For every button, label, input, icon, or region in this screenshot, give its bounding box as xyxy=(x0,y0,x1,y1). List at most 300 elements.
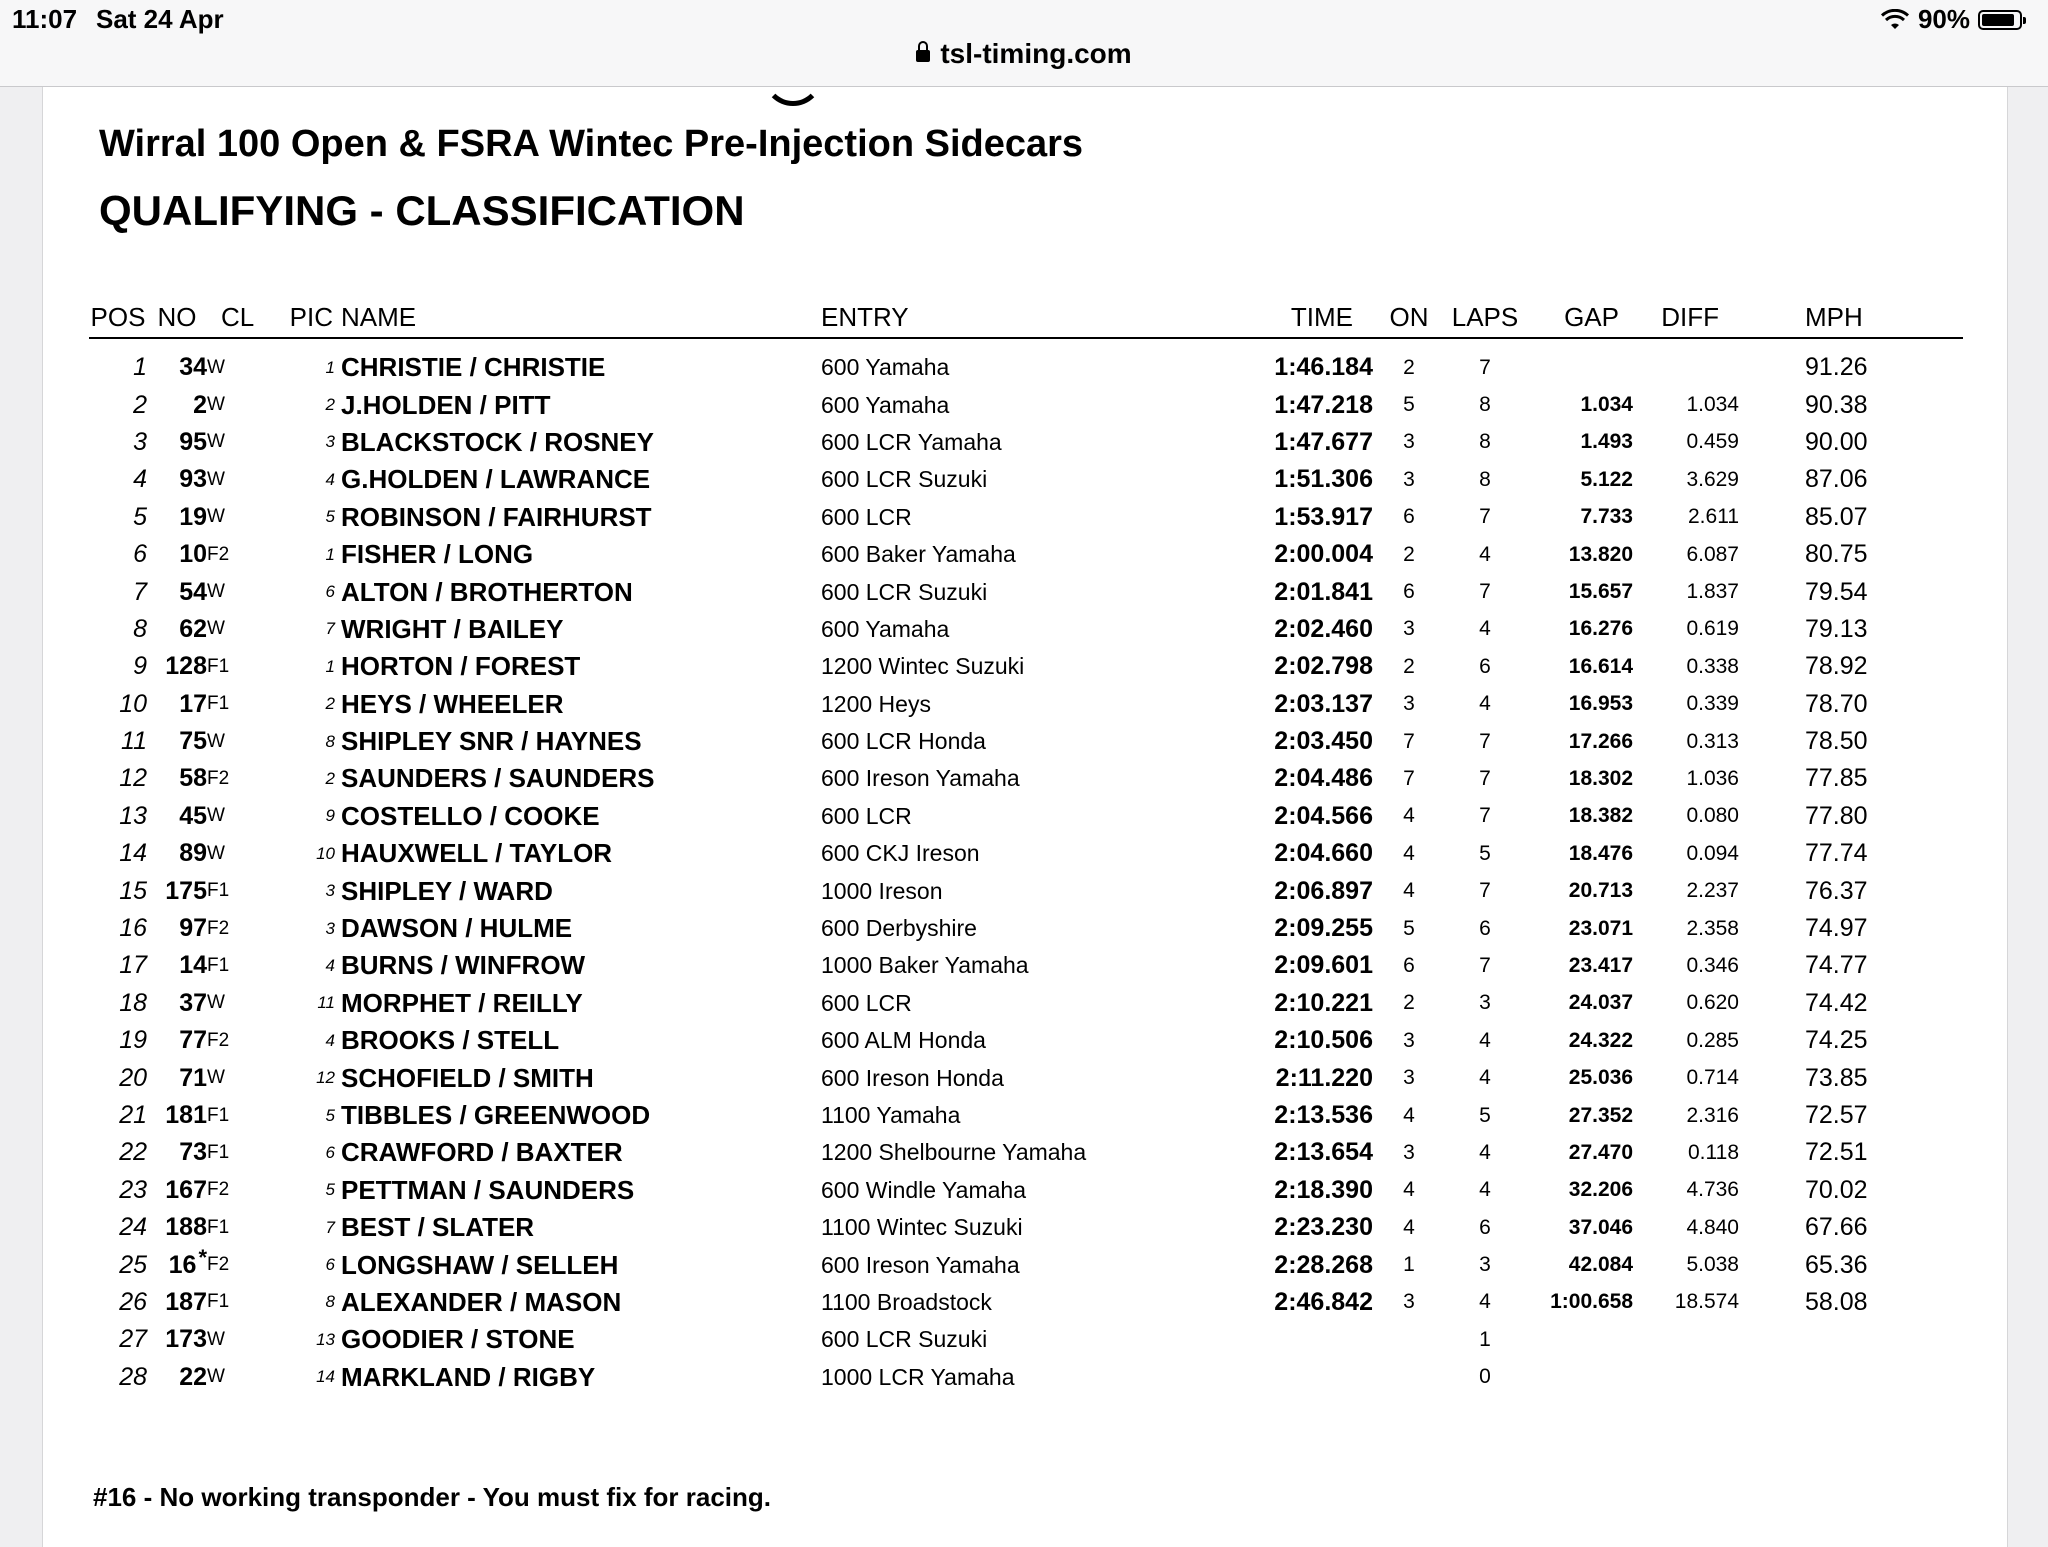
cell-time-text: 2:04.660 xyxy=(1274,839,1373,868)
cell-time xyxy=(1221,798,1373,835)
cell-mph xyxy=(1739,1321,1963,1358)
cell-diff xyxy=(1633,1172,1739,1209)
cell-class-text: F2 xyxy=(207,767,230,789)
cell-time-text: 2:04.566 xyxy=(1274,801,1373,830)
table-row xyxy=(89,1097,1963,1134)
cell-pic xyxy=(263,424,335,461)
cell-on-text: 5 xyxy=(1403,916,1415,940)
cell-name-text: BROOKS / STELL xyxy=(341,1025,560,1056)
cell-pos xyxy=(89,1321,147,1358)
address-bar[interactable] xyxy=(0,38,2048,70)
cell-pos-text: 28 xyxy=(119,1362,147,1391)
table-row xyxy=(89,461,1963,498)
cell-on-text: 2 xyxy=(1403,991,1415,1015)
cell-time xyxy=(1221,723,1373,760)
cell-on xyxy=(1373,1359,1445,1396)
cell-entry-text: 600 Yamaha xyxy=(821,354,950,381)
cell-no xyxy=(147,1134,207,1171)
cell-time-text: 2:02.460 xyxy=(1274,614,1373,643)
cell-entry xyxy=(821,573,1221,610)
cell-no xyxy=(147,499,207,536)
cell-on xyxy=(1373,1134,1445,1171)
cell-name xyxy=(335,872,821,909)
cell-time xyxy=(1221,648,1373,685)
cell-pic-text: 10 xyxy=(316,843,335,863)
cell-no xyxy=(147,872,207,909)
cell-pos-text: 19 xyxy=(119,1026,147,1055)
cell-laps xyxy=(1445,573,1525,610)
cell-class-text: W xyxy=(207,1067,225,1089)
table-row xyxy=(89,798,1963,835)
cell-pic xyxy=(263,947,335,984)
cell-gap xyxy=(1525,947,1633,984)
cell-pos-text: 16 xyxy=(119,914,147,943)
cell-entry xyxy=(821,648,1221,685)
cell-diff-text: 2.316 xyxy=(1686,1103,1739,1127)
cell-mph xyxy=(1739,573,1963,610)
cell-entry-text: 600 LCR xyxy=(821,989,912,1016)
cell-diff xyxy=(1633,1321,1739,1358)
cell-entry xyxy=(821,1284,1221,1321)
cell-entry-text: 600 CKJ Ireson xyxy=(821,840,980,867)
cell-gap-text: 16.953 xyxy=(1568,692,1633,716)
cell-gap-text: 27.470 xyxy=(1568,1140,1633,1164)
cell-diff-text: 3.629 xyxy=(1686,467,1739,491)
cell-entry xyxy=(821,1359,1221,1396)
cell-class xyxy=(207,1022,263,1059)
cell-no xyxy=(147,338,207,386)
cell-gap xyxy=(1525,1097,1633,1134)
cell-on xyxy=(1373,499,1445,536)
cell-gap-text: 17.266 xyxy=(1568,729,1633,753)
cell-class xyxy=(207,1284,263,1321)
cell-class xyxy=(207,1097,263,1134)
cell-pic xyxy=(263,573,335,610)
cell-mph xyxy=(1739,872,1963,909)
cell-class-text: W xyxy=(207,730,225,752)
cell-on xyxy=(1373,424,1445,461)
cell-entry-text: 1200 Shelbourne Yamaha xyxy=(821,1139,1087,1166)
cell-pic-text: 5 xyxy=(325,507,335,527)
cell-class xyxy=(207,872,263,909)
cell-laps xyxy=(1445,1359,1525,1396)
cell-class-text: F1 xyxy=(207,1104,230,1126)
cell-gap xyxy=(1525,686,1633,723)
cell-mph-text: 74.77 xyxy=(1805,951,1868,980)
cell-mph-text: 78.50 xyxy=(1805,727,1868,756)
cell-laps-text: 0 xyxy=(1479,1365,1491,1389)
cell-diff xyxy=(1633,611,1739,648)
cell-diff-text: 0.313 xyxy=(1686,729,1739,753)
cell-class xyxy=(207,499,263,536)
cell-pos xyxy=(89,573,147,610)
cell-pos xyxy=(89,872,147,909)
cell-on-text: 2 xyxy=(1403,355,1415,379)
cell-time xyxy=(1221,985,1373,1022)
cell-time xyxy=(1221,1059,1373,1096)
cell-pic xyxy=(263,760,335,797)
table-header xyxy=(89,297,1963,338)
cell-class-text: F1 xyxy=(207,1291,230,1313)
table-row xyxy=(89,1059,1963,1096)
cell-time-text: 2:13.654 xyxy=(1274,1138,1373,1167)
cell-mph xyxy=(1739,835,1963,872)
cell-entry-text: 600 Ireson Yamaha xyxy=(821,1251,1020,1278)
cell-diff xyxy=(1633,910,1739,947)
cell-on-text: 7 xyxy=(1403,766,1415,790)
cell-gap-text: 18.476 xyxy=(1568,841,1633,865)
cell-diff-text: 0.714 xyxy=(1686,1066,1739,1090)
cell-diff xyxy=(1633,1284,1739,1321)
cell-diff-text: 6.087 xyxy=(1686,542,1739,566)
cell-diff xyxy=(1633,947,1739,984)
cell-mph xyxy=(1739,1172,1963,1209)
cell-no-text: 34 xyxy=(179,353,207,382)
cell-pic xyxy=(263,798,335,835)
cell-class xyxy=(207,573,263,610)
cell-laps-text: 6 xyxy=(1479,1215,1491,1239)
cell-time-text: 2:10.221 xyxy=(1274,988,1373,1017)
cell-diff-text: 0.619 xyxy=(1686,617,1739,641)
cell-name-text: DAWSON / HULME xyxy=(341,913,573,944)
cell-mph-text: 79.13 xyxy=(1805,614,1868,643)
cell-pos xyxy=(89,338,147,386)
col-name: NAME xyxy=(335,297,821,338)
url-text: tsl-timing.com xyxy=(940,38,1132,69)
cell-entry-text: 600 LCR xyxy=(821,802,912,829)
col-entry: ENTRY xyxy=(821,297,1221,338)
cell-on xyxy=(1373,648,1445,685)
cell-entry-text: 600 ALM Honda xyxy=(821,1027,986,1054)
cell-diff-text: 2.358 xyxy=(1686,916,1739,940)
cell-on-text: 3 xyxy=(1403,617,1415,641)
cell-on-text: 3 xyxy=(1403,1028,1415,1052)
cell-pic-text: 3 xyxy=(325,918,335,938)
cell-pos xyxy=(89,536,147,573)
cell-diff-text: 4.840 xyxy=(1686,1215,1739,1239)
cell-mph-text: 85.07 xyxy=(1805,502,1868,531)
cell-mph-text: 67.66 xyxy=(1805,1213,1868,1242)
cell-pic xyxy=(263,1022,335,1059)
status-date: Sat 24 Apr xyxy=(96,4,224,34)
cell-time xyxy=(1221,947,1373,984)
cell-name xyxy=(335,573,821,610)
results-document xyxy=(42,87,2008,1547)
cell-mph xyxy=(1739,985,1963,1022)
cell-pos xyxy=(89,1246,147,1283)
cell-time-text: 2:09.601 xyxy=(1274,951,1373,980)
cell-pic xyxy=(263,461,335,498)
cell-time-text: 2:00.004 xyxy=(1274,540,1373,569)
cell-class-text: W xyxy=(207,581,225,603)
col-no: NO xyxy=(147,297,207,338)
cell-laps xyxy=(1445,1059,1525,1096)
cell-time xyxy=(1221,1134,1373,1171)
cell-entry xyxy=(821,1134,1221,1171)
col-diff: DIFF xyxy=(1633,297,1739,338)
cell-time xyxy=(1221,835,1373,872)
cell-gap xyxy=(1525,1059,1633,1096)
cell-pic xyxy=(263,835,335,872)
table-row xyxy=(89,1172,1963,1209)
cell-gap xyxy=(1525,386,1633,423)
cell-pos xyxy=(89,1134,147,1171)
cell-class xyxy=(207,723,263,760)
cell-class xyxy=(207,798,263,835)
cell-time-text: 2:11.220 xyxy=(1275,1063,1373,1092)
cell-time xyxy=(1221,536,1373,573)
cell-pos xyxy=(89,461,147,498)
cell-time-text: 2:13.536 xyxy=(1274,1101,1373,1129)
battery-level xyxy=(1982,14,2014,26)
col-time: TIME xyxy=(1221,297,1373,338)
cell-no xyxy=(147,1172,207,1209)
cell-on xyxy=(1373,1097,1445,1134)
cell-pos-text: 3 xyxy=(133,427,147,456)
col-cl: CL xyxy=(207,297,263,338)
cell-laps xyxy=(1445,835,1525,872)
cell-name-text: HAUXWELL / TAYLOR xyxy=(341,838,613,869)
cell-on-text: 4 xyxy=(1403,804,1415,828)
cell-diff xyxy=(1633,798,1739,835)
cell-on-text: 4 xyxy=(1403,1215,1415,1239)
cell-on-text: 4 xyxy=(1403,841,1415,865)
cell-on-text: 1 xyxy=(1403,1253,1415,1277)
cell-pos-text: 12 xyxy=(119,764,147,793)
table-row xyxy=(89,760,1963,797)
cell-pos-text: 9 xyxy=(133,652,147,681)
cell-laps-text: 4 xyxy=(1479,1066,1491,1090)
cell-gap-text: 24.322 xyxy=(1568,1028,1633,1052)
cell-time-text: 2:28.268 xyxy=(1274,1250,1373,1279)
cell-on-text: 3 xyxy=(1403,430,1415,454)
cell-class-text: W xyxy=(207,618,225,640)
cell-on xyxy=(1373,723,1445,760)
cell-entry xyxy=(821,1172,1221,1209)
cell-entry xyxy=(821,386,1221,423)
cell-no xyxy=(147,461,207,498)
cell-mph-text: 74.25 xyxy=(1805,1026,1868,1055)
cell-entry xyxy=(821,499,1221,536)
cell-name xyxy=(335,461,821,498)
cell-name xyxy=(335,760,821,797)
table-row xyxy=(89,536,1963,573)
cell-no xyxy=(147,424,207,461)
cell-pos-text: 15 xyxy=(119,876,147,905)
cell-name xyxy=(335,1097,821,1134)
cell-entry xyxy=(821,1209,1221,1246)
status-bar xyxy=(0,0,2048,87)
cell-pic xyxy=(263,648,335,685)
cell-on xyxy=(1373,611,1445,648)
cell-pos-text: 11 xyxy=(121,727,147,756)
cell-laps xyxy=(1445,611,1525,648)
cell-no xyxy=(147,536,207,573)
cell-pos-text: 5 xyxy=(133,502,147,531)
col-mph: MPH xyxy=(1739,297,1963,338)
cell-gap xyxy=(1525,536,1633,573)
cell-no-text: 188 xyxy=(165,1213,207,1242)
cell-laps xyxy=(1445,386,1525,423)
cell-gap-text: 24.037 xyxy=(1568,991,1633,1015)
cell-pos-text: 18 xyxy=(119,988,147,1017)
cell-on xyxy=(1373,386,1445,423)
cell-pos xyxy=(89,1097,147,1134)
cell-no-text: 181 xyxy=(165,1101,207,1129)
cell-pic-text: 6 xyxy=(325,582,335,602)
cell-no xyxy=(147,573,207,610)
cell-laps xyxy=(1445,536,1525,573)
cell-pic-text: 14 xyxy=(316,1367,335,1387)
cell-class-text: W xyxy=(207,506,225,528)
cell-no-text: 19 xyxy=(179,502,207,531)
cell-mph-text: 78.70 xyxy=(1805,689,1868,718)
cell-no xyxy=(147,1359,207,1396)
cell-name xyxy=(335,723,821,760)
cell-on-text: 4 xyxy=(1403,1103,1415,1127)
cell-pos-text: 8 xyxy=(133,614,147,643)
cell-laps xyxy=(1445,798,1525,835)
cell-gap xyxy=(1525,461,1633,498)
cell-entry-text: 1000 Baker Yamaha xyxy=(821,952,1029,979)
cell-time xyxy=(1221,611,1373,648)
cell-name-text: CRAWFORD / BAXTER xyxy=(341,1137,623,1168)
cell-diff xyxy=(1633,686,1739,723)
cell-entry-text: 1200 Wintec Suzuki xyxy=(821,653,1025,680)
cell-laps-text: 8 xyxy=(1479,430,1491,454)
cell-mph-text: 80.75 xyxy=(1805,540,1868,569)
cell-no-text: 128 xyxy=(165,652,207,681)
cell-pos xyxy=(89,386,147,423)
cell-gap-text: 23.071 xyxy=(1568,916,1633,940)
cell-mph-text: 74.97 xyxy=(1805,914,1868,943)
cell-diff-text: 0.080 xyxy=(1686,804,1739,828)
cell-laps-text: 5 xyxy=(1479,841,1491,865)
cell-no-text: 54 xyxy=(179,577,207,606)
col-pic: PIC xyxy=(263,297,335,338)
cell-time xyxy=(1221,760,1373,797)
cell-pic-text: 9 xyxy=(325,806,335,826)
cell-no xyxy=(147,723,207,760)
cell-no-text: 73 xyxy=(179,1138,207,1167)
cell-mph xyxy=(1739,1134,1963,1171)
cell-pos-text: 24 xyxy=(119,1213,147,1242)
cell-laps-text: 8 xyxy=(1479,393,1491,417)
cell-diff xyxy=(1633,386,1739,423)
cell-entry-text: 600 Baker Yamaha xyxy=(821,541,1016,568)
cell-laps xyxy=(1445,1022,1525,1059)
cell-no-text: 22 xyxy=(179,1362,207,1391)
cell-pos xyxy=(89,910,147,947)
cell-name-text: GOODIER / STONE xyxy=(341,1324,575,1355)
cell-gap xyxy=(1525,1321,1633,1358)
cell-laps-text: 7 xyxy=(1479,580,1491,604)
cell-name xyxy=(335,1022,821,1059)
cell-class xyxy=(207,910,263,947)
cell-entry-text: 600 Yamaha xyxy=(821,615,950,642)
cell-time-text: 1:47.677 xyxy=(1274,427,1373,456)
cell-laps xyxy=(1445,1209,1525,1246)
cell-gap-text: 20.713 xyxy=(1568,879,1633,903)
cell-name-text: LONGSHAW / SELLEH xyxy=(341,1249,619,1280)
cell-class-text: F1 xyxy=(207,880,230,902)
cell-gap xyxy=(1525,648,1633,685)
cell-entry xyxy=(821,723,1221,760)
cell-time-text: 1:51.306 xyxy=(1274,465,1373,494)
cell-mph-text: 77.74 xyxy=(1805,839,1868,868)
cell-pos-text: 2 xyxy=(133,390,147,419)
cell-pos xyxy=(89,424,147,461)
cell-on xyxy=(1373,1321,1445,1358)
cell-no xyxy=(147,910,207,947)
cell-name xyxy=(335,1359,821,1396)
cell-pos-text: 23 xyxy=(119,1175,147,1204)
cell-diff xyxy=(1633,760,1739,797)
cell-time xyxy=(1221,910,1373,947)
cell-laps-text: 7 xyxy=(1479,729,1491,753)
table-row xyxy=(89,947,1963,984)
cell-pos-text: 27 xyxy=(119,1325,147,1354)
cell-time-text: 2:10.506 xyxy=(1274,1026,1373,1055)
table-row xyxy=(89,1209,1963,1246)
cell-gap-text: 32.206 xyxy=(1568,1178,1633,1202)
cell-gap-text: 13.820 xyxy=(1568,542,1633,566)
cell-pos xyxy=(89,1284,147,1321)
cell-pic xyxy=(263,1172,335,1209)
cell-time xyxy=(1221,1209,1373,1246)
cell-class-text: W xyxy=(207,1366,225,1388)
cell-on xyxy=(1373,1022,1445,1059)
table-row xyxy=(89,424,1963,461)
cell-no-text: 17 xyxy=(179,689,207,718)
cell-pic-text: 8 xyxy=(325,1292,335,1312)
cell-class xyxy=(207,947,263,984)
cell-pic-text: 4 xyxy=(325,1030,335,1050)
cell-time-text: 2:46.842 xyxy=(1274,1287,1373,1316)
cell-entry-text: 600 Windle Yamaha xyxy=(821,1176,1027,1203)
cell-no-text: 45 xyxy=(179,801,207,830)
cell-class-text: W xyxy=(207,992,225,1014)
cell-name-text: MORPHET / REILLY xyxy=(341,987,583,1018)
cell-gap xyxy=(1525,760,1633,797)
cell-on-text: 3 xyxy=(1403,467,1415,491)
cell-on-text: 3 xyxy=(1403,1290,1415,1314)
cell-on xyxy=(1373,338,1445,386)
cell-mph xyxy=(1739,1209,1963,1246)
wifi-icon xyxy=(1880,9,1910,31)
cell-laps xyxy=(1445,686,1525,723)
cell-diff-text: 0.338 xyxy=(1686,654,1739,678)
cell-no-text: 16 xyxy=(168,1250,197,1279)
classification-table xyxy=(89,297,1963,1396)
cell-laps-text: 4 xyxy=(1479,692,1491,716)
cell-name xyxy=(335,1134,821,1171)
cell-gap-text: 1:00.658 xyxy=(1550,1290,1633,1314)
cell-name-text: ROBINSON / FAIRHURST xyxy=(341,501,652,532)
table-row xyxy=(89,499,1963,536)
cell-diff xyxy=(1633,573,1739,610)
cell-on xyxy=(1373,985,1445,1022)
cell-pic xyxy=(263,1359,335,1396)
cell-time-text: 1:47.218 xyxy=(1274,390,1373,419)
cell-pic-text: 7 xyxy=(325,1217,335,1237)
cell-no xyxy=(147,947,207,984)
cell-entry xyxy=(821,461,1221,498)
cell-pic-text: 3 xyxy=(325,432,335,452)
cell-entry xyxy=(821,872,1221,909)
cell-mph xyxy=(1739,338,1963,386)
cell-laps-text: 7 xyxy=(1479,505,1491,529)
